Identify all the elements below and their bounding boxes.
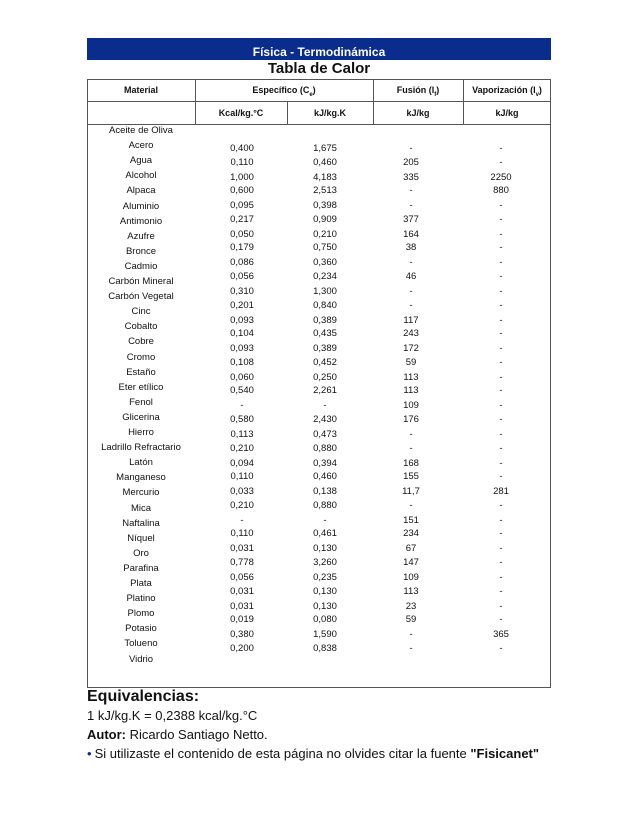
specific-kj-cell: 0,130 bbox=[313, 585, 337, 597]
material-cell: Cadmio bbox=[124, 260, 158, 272]
specific-kcal-cell: 0,400 bbox=[230, 143, 254, 154]
material-cell: Potasio bbox=[125, 623, 157, 635]
vaporization-cell: - bbox=[499, 429, 503, 440]
fusion-cell: 176 bbox=[403, 414, 419, 425]
specific-kj-cell: 0,235 bbox=[313, 572, 337, 583]
specific-kcal-cell: - bbox=[240, 514, 244, 526]
material-cell: Estaño bbox=[126, 366, 156, 378]
material-cell: Alcohol bbox=[125, 170, 157, 182]
specific-kj-cell: 1,300 bbox=[313, 286, 337, 297]
material-cell: Plomo bbox=[127, 608, 155, 620]
fusion-cell: - bbox=[409, 257, 413, 269]
divider bbox=[463, 79, 464, 125]
specific-kcal-cell: 0,094 bbox=[230, 457, 254, 469]
material-cell: Eter etílico bbox=[118, 381, 164, 393]
fusion-cell: - bbox=[409, 143, 413, 154]
fusion-cell: 59 bbox=[405, 614, 417, 626]
specific-kcal-cell: 0,179 bbox=[230, 242, 254, 254]
vaporization-cell: - bbox=[499, 213, 503, 225]
fusion-cell: 172 bbox=[403, 343, 419, 355]
specific-kj-cell: 0,250 bbox=[313, 371, 337, 383]
header-specific: Específico $(C_e)$ bbox=[252, 85, 316, 98]
specific-kj-cell: 0,130 bbox=[313, 600, 337, 612]
specific-kj-cell: 0,452 bbox=[313, 356, 337, 368]
specific-kcal-cell: 0,060 bbox=[230, 371, 254, 383]
vaporization-cell: - bbox=[499, 156, 503, 168]
header-material: Material bbox=[123, 85, 158, 95]
vaporization-cell: - bbox=[499, 286, 503, 297]
material-cell: Azufre bbox=[127, 230, 155, 242]
vaporization-cell: - bbox=[499, 543, 503, 555]
author-label: Autor: bbox=[87, 727, 126, 742]
unit-kj-v: kJ/kg bbox=[495, 108, 519, 118]
specific-kcal-cell: 1,000 bbox=[230, 171, 254, 183]
material-cell: Cobre bbox=[128, 336, 154, 348]
specific-kcal-cell: 0,056 bbox=[230, 271, 254, 282]
material-cell: Carbón Mineral bbox=[108, 276, 174, 287]
vaporization-cell: - bbox=[499, 400, 503, 412]
vaporization-cell: - bbox=[499, 600, 503, 612]
fusion-cell: - bbox=[409, 642, 413, 654]
author-line bbox=[87, 727, 268, 743]
specific-kcal-cell: 0,217 bbox=[230, 213, 254, 225]
fusion-cell: - bbox=[409, 429, 413, 440]
vaporization-cell: - bbox=[499, 371, 503, 383]
specific-kj-cell: 4,183 bbox=[313, 171, 337, 183]
fusion-cell: 46 bbox=[405, 271, 417, 282]
specific-kj-cell: 0,210 bbox=[313, 228, 337, 240]
specific-kj-cell: 0,750 bbox=[313, 242, 337, 254]
vaporization-cell: - bbox=[499, 557, 503, 568]
material-cell: Tolueno bbox=[124, 638, 158, 650]
specific-kcal-cell: 0,093 bbox=[230, 343, 254, 355]
vaporization-cell: - bbox=[499, 356, 503, 368]
material-cell: Oro bbox=[133, 547, 149, 559]
material-cell: Antimonio bbox=[119, 215, 163, 227]
fusion-cell: 234 bbox=[403, 528, 419, 540]
vaporization-cell: - bbox=[499, 328, 503, 340]
fusion-cell: 109 bbox=[403, 572, 419, 583]
specific-kj-cell: - bbox=[323, 514, 327, 526]
specific-kcal-cell: 0,380 bbox=[230, 629, 254, 641]
equivalences-heading: Equivalencias: bbox=[87, 688, 200, 705]
specific-kj-cell: 3,260 bbox=[313, 557, 337, 568]
material-cell: Fenol bbox=[129, 396, 153, 408]
fusion-cell: 59 bbox=[405, 356, 417, 368]
vaporization-cell: 365 bbox=[493, 629, 509, 641]
table-header-row bbox=[87, 79, 551, 102]
vaporization-cell: 880 bbox=[493, 185, 509, 197]
specific-kj-cell: 1,675 bbox=[313, 143, 337, 154]
vaporization-cell: - bbox=[499, 585, 503, 597]
specific-kcal-cell: 0,310 bbox=[230, 286, 254, 297]
vaporization-cell: - bbox=[499, 528, 503, 540]
vaporization-cell: - bbox=[499, 271, 503, 282]
specific-kj-cell: 0,360 bbox=[313, 257, 337, 269]
specific-kj-cell: 1,590 bbox=[313, 629, 337, 641]
material-cell: Parafina bbox=[123, 562, 159, 574]
fusion-cell: 113 bbox=[403, 585, 419, 597]
specific-kj-cell: 0,460 bbox=[313, 156, 337, 168]
specific-kcal-cell: 0,050 bbox=[230, 228, 254, 240]
material-cell: Carbón Vegetal bbox=[108, 291, 174, 303]
fusion-cell: 377 bbox=[403, 213, 419, 225]
specific-kcal-cell: 0,104 bbox=[230, 328, 254, 340]
vaporization-cell: - bbox=[499, 343, 503, 355]
material-cell: Cinc bbox=[131, 306, 151, 318]
citation-source: "Fisicanet" bbox=[470, 746, 540, 761]
specific-kj-cell: 2,261 bbox=[313, 385, 337, 397]
specific-kcal-cell: 0,031 bbox=[230, 585, 254, 597]
divider bbox=[287, 102, 288, 125]
fusion-cell: - bbox=[409, 299, 413, 311]
specific-kcal-cell: 0,200 bbox=[230, 642, 254, 654]
fusion-cell: 38 bbox=[405, 242, 417, 254]
vaporization-cell: - bbox=[499, 385, 503, 397]
vaporization-cell: - bbox=[499, 572, 503, 583]
material-cell: Mercurio bbox=[122, 487, 160, 499]
material-cell: Aceite de Oliva bbox=[109, 125, 173, 136]
citation-text: Si utilizaste el contenido de esta página no olvides citar la fuente bbox=[94, 746, 471, 761]
specific-kj-cell: 2,513 bbox=[313, 185, 337, 197]
specific-kcal-cell: - bbox=[240, 400, 244, 412]
unit-kj-k: kJ/kg.K bbox=[313, 108, 346, 118]
material-cell: Aluminio bbox=[122, 200, 160, 212]
specific-kcal-cell: 0,108 bbox=[230, 356, 254, 368]
specific-kcal-cell: 0,031 bbox=[230, 543, 254, 555]
specific-kj-cell: 0,473 bbox=[313, 429, 337, 440]
fusion-cell: 243 bbox=[403, 328, 419, 340]
specific-kj-cell: 2,430 bbox=[313, 414, 337, 425]
specific-kcal-cell: 0,093 bbox=[230, 314, 254, 326]
material-cell: Naftalina bbox=[122, 517, 160, 529]
bullet-icon: • bbox=[87, 746, 92, 761]
specific-kj-cell: 0,909 bbox=[313, 213, 337, 225]
material-cell: Mica bbox=[130, 502, 152, 514]
fusion-cell: 113 bbox=[403, 385, 419, 397]
fusion-cell: - bbox=[409, 629, 413, 641]
specific-kcal-cell: 0,110 bbox=[230, 528, 254, 540]
material-cell: Plata bbox=[130, 578, 152, 589]
specific-kj-cell: 0,394 bbox=[313, 457, 337, 469]
divider bbox=[373, 79, 374, 125]
vaporization-cell: - bbox=[499, 471, 503, 483]
specific-kj-cell: - bbox=[323, 400, 327, 412]
fusion-cell: 168 bbox=[403, 457, 419, 469]
author-name: Ricardo Santiago Netto. bbox=[129, 727, 268, 742]
specific-kcal-cell: 0,056 bbox=[230, 572, 254, 583]
specific-kj-cell: 0,840 bbox=[313, 299, 337, 311]
vaporization-cell: - bbox=[499, 299, 503, 311]
fusion-cell: 11,7 bbox=[402, 486, 420, 498]
material-cell: Cobalto bbox=[124, 321, 158, 333]
fusion-cell: 23 bbox=[405, 600, 417, 612]
specific-kj-cell: 0,389 bbox=[313, 314, 337, 326]
material-cell: Cromo bbox=[126, 351, 156, 363]
fusion-cell: 113 bbox=[403, 371, 419, 383]
vaporization-cell: - bbox=[499, 143, 503, 154]
specific-kj-cell: 0,461 bbox=[313, 528, 337, 540]
table-title: Tabla de Calor bbox=[267, 60, 371, 77]
fusion-cell: 151 bbox=[403, 514, 419, 526]
specific-kcal-cell: 0,086 bbox=[230, 257, 254, 269]
material-cell: Agua bbox=[129, 155, 153, 167]
specific-kj-cell: 0,838 bbox=[313, 642, 337, 654]
vaporization-cell: - bbox=[499, 514, 503, 526]
vaporization-cell: 2250 bbox=[490, 171, 512, 183]
divider bbox=[195, 79, 196, 125]
header-vapor: Vaporización $(l_v)$ bbox=[472, 85, 542, 98]
page-banner bbox=[87, 38, 551, 60]
specific-kcal-cell: 0,600 bbox=[230, 185, 254, 197]
specific-kcal-cell: 0,033 bbox=[230, 486, 254, 498]
vaporization-cell: - bbox=[499, 442, 503, 454]
vaporization-cell: - bbox=[499, 314, 503, 326]
fusion-cell: - bbox=[409, 185, 413, 197]
fusion-cell: 164 bbox=[403, 228, 419, 240]
material-cell: Níquel bbox=[127, 532, 155, 544]
unit-kj-f: kJ/kg bbox=[406, 108, 430, 118]
specific-kcal-cell: 0,210 bbox=[230, 499, 254, 511]
specific-kj-cell: 0,460 bbox=[313, 471, 337, 483]
table-units-row bbox=[87, 102, 551, 125]
fusion-cell: - bbox=[409, 286, 413, 297]
material-cell: Hierro bbox=[128, 427, 154, 438]
specific-kj-cell: 0,880 bbox=[313, 442, 337, 454]
specific-kcal-cell: 0,580 bbox=[230, 414, 254, 425]
equivalence-line: 1 kJ/kg.K = 0,2388 kcal/kg.°C bbox=[87, 708, 258, 723]
specific-kj-cell: 0,080 bbox=[313, 614, 337, 626]
material-cell: Vidrio bbox=[128, 653, 154, 665]
fusion-cell: 109 bbox=[403, 400, 419, 412]
specific-kj-cell: 0,880 bbox=[313, 499, 337, 511]
fusion-cell: - bbox=[409, 442, 413, 454]
specific-kcal-cell: 0,201 bbox=[230, 299, 254, 311]
fusion-cell: 205 bbox=[403, 156, 419, 168]
fusion-cell: 155 bbox=[403, 471, 419, 483]
fusion-cell: - bbox=[409, 499, 413, 511]
fusion-cell: 67 bbox=[405, 543, 417, 555]
vaporization-cell: 281 bbox=[493, 486, 509, 498]
specific-kj-cell: 0,130 bbox=[313, 543, 337, 555]
material-cell: Bronce bbox=[125, 245, 157, 257]
vaporization-cell: - bbox=[499, 414, 503, 425]
specific-kcal-cell: 0,540 bbox=[230, 385, 254, 397]
specific-kj-cell: 0,234 bbox=[313, 271, 337, 282]
material-cell: Manganeso bbox=[116, 472, 166, 484]
specific-kcal-cell: 0,210 bbox=[230, 442, 254, 454]
vaporization-cell: - bbox=[499, 642, 503, 654]
material-cell: Ladrillo Refractario bbox=[101, 442, 181, 454]
fusion-cell: 117 bbox=[403, 314, 419, 326]
specific-kj-cell: 0,435 bbox=[313, 328, 337, 340]
material-cell: Alpaca bbox=[126, 185, 156, 197]
fusion-cell: 147 bbox=[403, 557, 419, 568]
material-cell: Acero bbox=[128, 140, 154, 152]
vaporization-cell: - bbox=[499, 257, 503, 269]
fusion-cell: 335 bbox=[403, 171, 419, 183]
fusion-cell: - bbox=[409, 200, 413, 212]
vaporization-cell: - bbox=[499, 499, 503, 511]
specific-kcal-cell: 0,031 bbox=[230, 600, 254, 612]
vaporization-cell: - bbox=[499, 242, 503, 254]
header-fusion: Fusión $(l_f)$ bbox=[396, 85, 440, 98]
material-cell: Latón bbox=[129, 457, 153, 469]
specific-kcal-cell: 0,110 bbox=[230, 156, 254, 168]
specific-kj-cell: 0,389 bbox=[313, 343, 337, 355]
specific-kcal-cell: 0,095 bbox=[230, 200, 254, 212]
specific-kj-cell: 0,138 bbox=[313, 486, 337, 498]
specific-kcal-cell: 0,110 bbox=[230, 471, 254, 483]
vaporization-cell: - bbox=[499, 457, 503, 469]
specific-kcal-cell: 0,019 bbox=[230, 614, 254, 626]
vaporization-cell: - bbox=[499, 614, 503, 626]
vaporization-cell: - bbox=[499, 200, 503, 212]
unit-kcal: Kcal/kg.°C bbox=[218, 108, 264, 118]
citation-line bbox=[87, 746, 539, 762]
specific-kcal-cell: 0,778 bbox=[230, 557, 254, 568]
material-cell: Glicerina bbox=[122, 411, 160, 423]
vaporization-cell: - bbox=[499, 228, 503, 240]
material-cell: Platino bbox=[126, 593, 156, 605]
specific-kj-cell: 0,398 bbox=[313, 200, 337, 212]
banner-title: Física - Termodinámica bbox=[252, 45, 386, 59]
specific-kcal-cell: 0,113 bbox=[230, 429, 254, 440]
